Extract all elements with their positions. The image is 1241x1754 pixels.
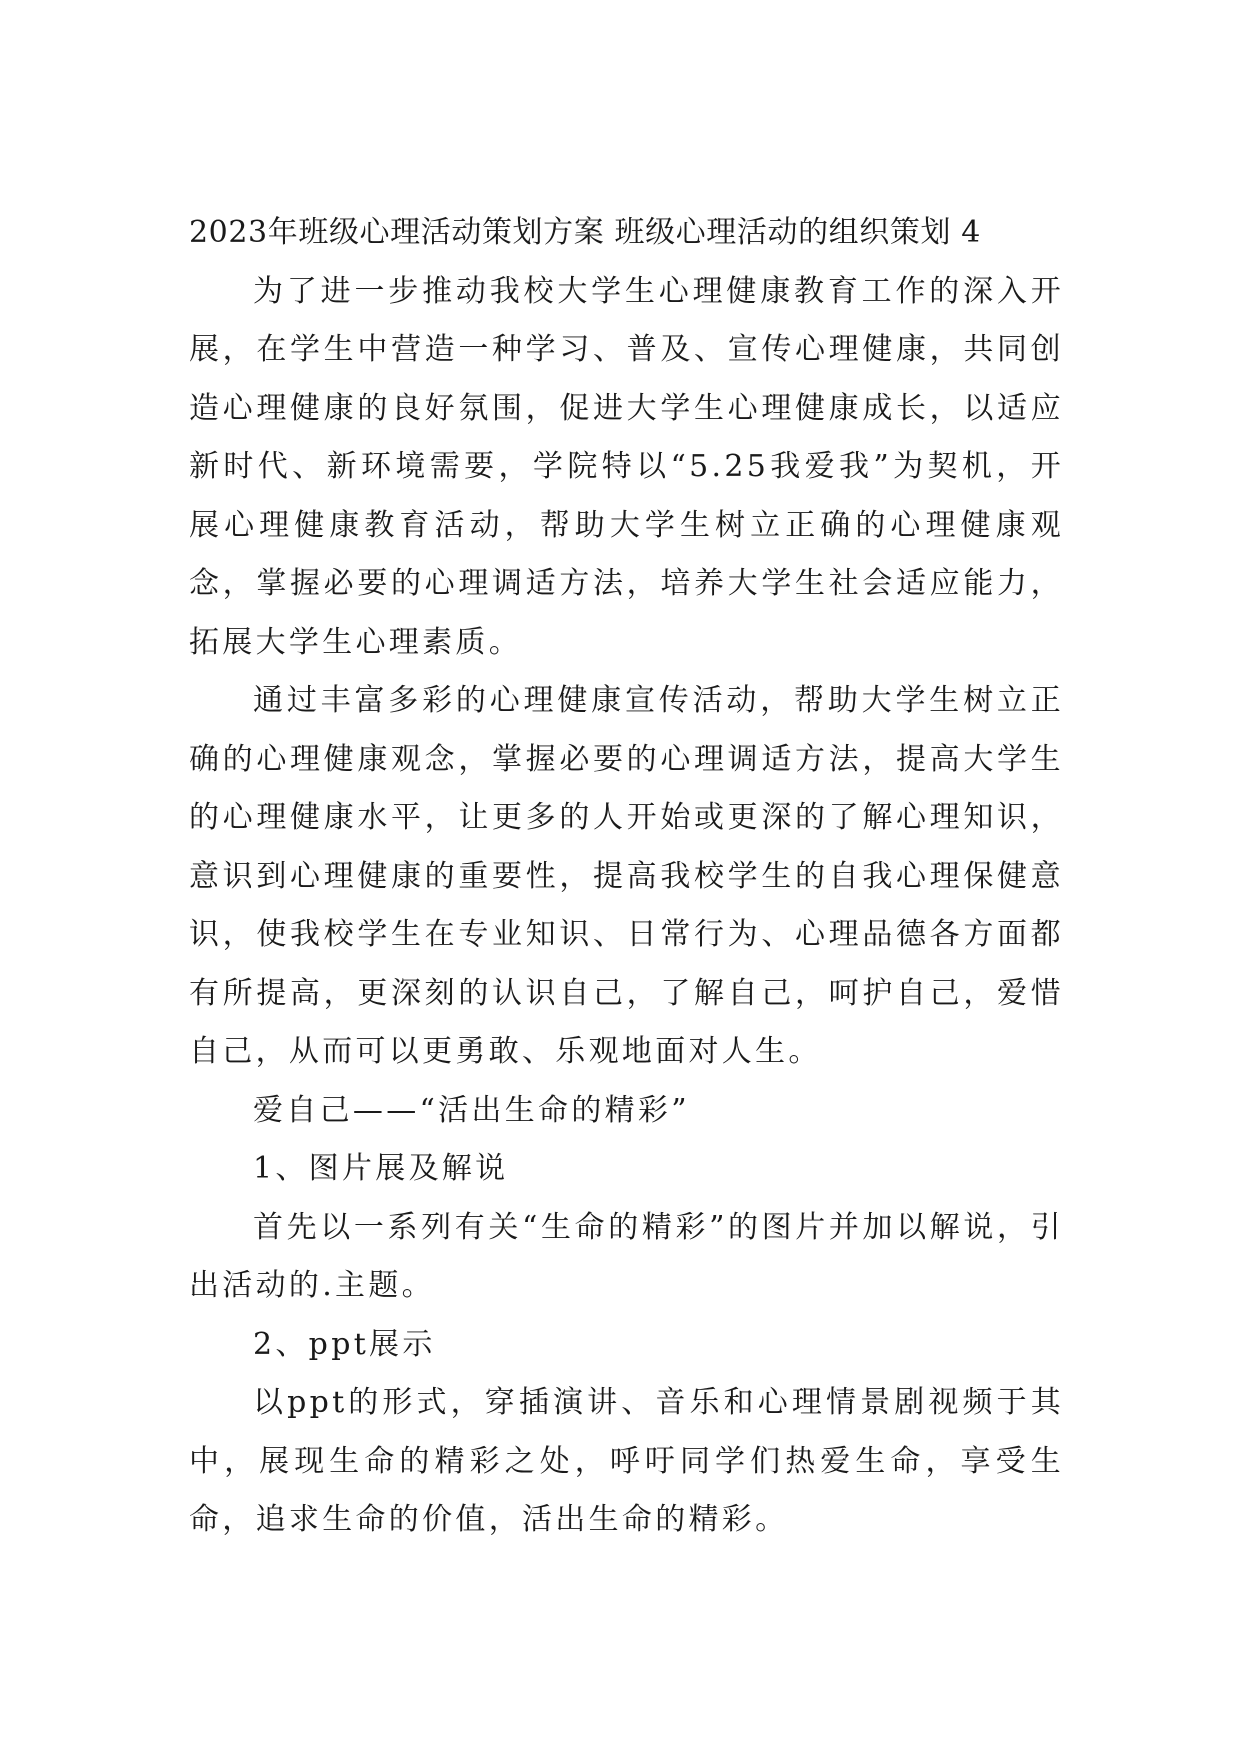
purpose-paragraph: 通过丰富多彩的心理健康宣传活动，帮助大学生树立正确的心理健康观念，掌握必要的心理调适方法，提高大学生的心理健康水平，让更多的人开始或更深的了解心理知识，意识到心理健康的重要性，提高我校学生的自我心理保健意识，使我校学生在专业知识、日常行为、心理品德各方面都有所提高，更深刻的认识自己，了解自己，呵护自己，爱惜自己，从而可以更勇敢、乐观地面对人生。 xyxy=(189,683,1064,1069)
document-title: 2023年班级心理活动策划方案 班级心理活动的组织策划 4 xyxy=(189,215,981,250)
item-body-1: 首先以一系列有关“生命的精彩”的图片并加以解说，引出活动的.主题。 xyxy=(189,1209,1064,1303)
item-body-2: 以ppt的形式，穿插演讲、音乐和心理情景剧视频于其中，展现生命的精彩之处，呼吁同学们热爱生命，享受生命，追求生命的价值，活出生命的精彩。 xyxy=(189,1385,1064,1537)
document-body xyxy=(189,204,1064,1550)
intro-paragraph: 为了进一步推动我校大学生心理健康教育工作的深入开展，在学生中营造一种学习、普及、宣传心理健康，共同创造心理健康的良好氛围，促进大学生心理健康成长，以适应新时代、新环境需要，学院特以“5.25我爱我”为契机，开展心理健康教育活动，帮助大学生树立正确的心理健康观念，掌握必要的心理调适方法，培养大学生社会适应能力，拓展大学生心理素质。 xyxy=(189,273,1064,660)
section-heading: 爱自己——“活出生命的精彩” xyxy=(253,1092,690,1128)
item-heading-2: 2、ppt展示 xyxy=(253,1326,436,1362)
item-heading-1: 1、图片展及解说 xyxy=(253,1151,509,1186)
